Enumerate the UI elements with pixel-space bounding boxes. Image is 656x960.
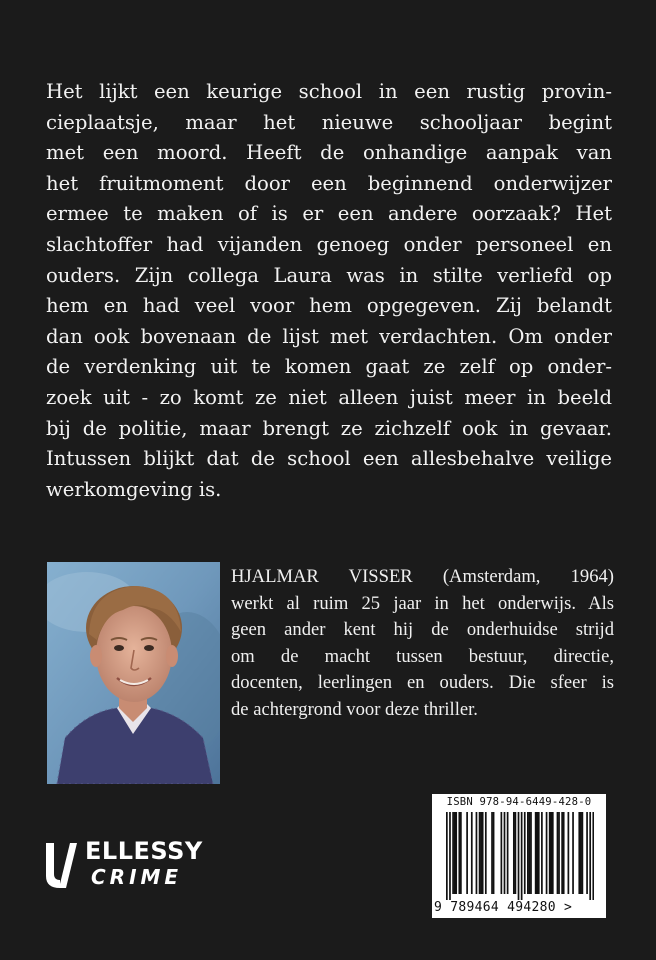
barcode-bar xyxy=(527,812,529,894)
bio-line: docenten, leerlingen en ouders. Die sfeer is xyxy=(231,672,614,694)
blurb-line: ouders. Zijn collega Laura was in stilte verliefd op xyxy=(46,263,612,287)
barcode-bar xyxy=(521,812,523,900)
barcode-bar xyxy=(482,812,484,894)
blurb-line: Het lijkt een keurige school in een rustig provin- xyxy=(46,80,612,103)
barcode-bar xyxy=(586,812,588,894)
barcode-bar xyxy=(535,812,537,894)
barcode-bar xyxy=(501,812,503,894)
publisher-logo-mark-icon xyxy=(45,838,85,888)
isbn-barcode-box xyxy=(432,794,606,918)
barcode-bar xyxy=(582,812,584,894)
barcode-bar xyxy=(518,812,520,900)
barcode-bar xyxy=(504,812,506,894)
author-bio xyxy=(231,564,614,724)
barcode-icon xyxy=(446,812,594,900)
barcode-bar xyxy=(513,812,515,894)
barcode-bar xyxy=(485,812,487,894)
barcode-bar xyxy=(530,812,532,894)
blurb-line: cieplaatsje, maar het nieuwe schooljaar begint xyxy=(46,110,612,134)
barcode-bar xyxy=(455,812,457,894)
barcode-bar xyxy=(592,812,594,900)
barcode-bar xyxy=(568,812,570,894)
barcode-bar xyxy=(479,812,481,894)
bio-line: geen ander kent hij de onderhuidse strijd xyxy=(231,619,614,641)
blurb-line: slachtoffer had vijanden genoeg onder personeel en xyxy=(46,232,612,256)
bio-line: de achtergrond voor deze thriller. xyxy=(231,698,478,720)
barcode-bar xyxy=(460,812,462,894)
barcode-bar xyxy=(558,812,560,894)
publisher-name: ELLESSY xyxy=(85,837,203,865)
barcode-bar xyxy=(480,812,482,894)
barcode-bar xyxy=(466,812,468,894)
blurb-line: Intussen blijkt dat de school een allesbehalve veilige xyxy=(46,447,612,471)
barcode-bar xyxy=(454,812,456,894)
blurb-line: het fruitmoment door een beginnend onderwijzer xyxy=(46,171,612,195)
bio-line: om de macht tussen bestuur, directie, xyxy=(231,645,614,667)
barcode-bar xyxy=(515,812,517,894)
blurb-line: bij de politie, maar brengt ze zichzelf ook in gevaar. xyxy=(46,416,612,440)
blurb-line: dan ook bovenaan de lijst met verdachten. Om onder xyxy=(46,324,612,348)
barcode-bar xyxy=(446,812,448,900)
barcode-bar xyxy=(529,812,531,894)
blurb-line: ermee te maken of is er een andere oorzaak? Het xyxy=(46,202,612,226)
barcode-bar xyxy=(538,812,540,894)
blurb-line: hem en had veel voor hem opgegeven. Zij belandt xyxy=(46,294,612,318)
barcode-bar xyxy=(476,812,478,894)
barcode-bar xyxy=(546,812,548,894)
barcode-bar xyxy=(578,812,580,894)
barcode-bar xyxy=(449,812,451,900)
bio-line: werkt al ruim 25 jaar in het onderwijs. Als xyxy=(231,592,614,614)
barcode-bar xyxy=(561,812,563,894)
barcode-bar xyxy=(471,812,473,894)
author-photo xyxy=(47,562,220,784)
barcode-bar xyxy=(589,812,591,900)
blurb-line: de verdenking uit te komen gaat ze zelf op onder- xyxy=(46,355,612,379)
bio-line: HJALMAR VISSER (Amsterdam, 1964) xyxy=(231,566,614,587)
barcode-bar xyxy=(458,812,460,894)
blurb-line: zoek uit - zo komt ze niet alleen juist meer in beeld xyxy=(46,385,612,409)
back-cover-blurb xyxy=(46,77,612,505)
blurb-line: werkomgeving is. xyxy=(46,477,222,501)
barcode-bar xyxy=(507,812,509,894)
publisher-logo xyxy=(45,838,215,890)
isbn-label: ISBN 978-94-6449-428-0 xyxy=(446,796,592,808)
barcode-bar xyxy=(536,812,538,894)
barcode-bar xyxy=(491,812,493,894)
blurb-line: met een moord. Heeft de onhandige aanpak van xyxy=(46,141,612,165)
barcode-bar xyxy=(550,812,552,894)
barcode-bar xyxy=(493,812,495,894)
barcode-bar xyxy=(572,812,574,894)
barcode-bar xyxy=(452,812,454,894)
isbn-digits: 9 789464 494280 > xyxy=(434,900,573,915)
barcode-bar xyxy=(549,812,551,894)
publisher-imprint: CRIME xyxy=(91,865,183,889)
barcode-bar xyxy=(563,812,565,894)
barcode-bar xyxy=(552,812,554,894)
barcode-bar xyxy=(580,812,582,894)
barcode-bar xyxy=(557,812,559,894)
barcode-bar xyxy=(524,812,526,894)
barcode-bar xyxy=(541,812,543,894)
